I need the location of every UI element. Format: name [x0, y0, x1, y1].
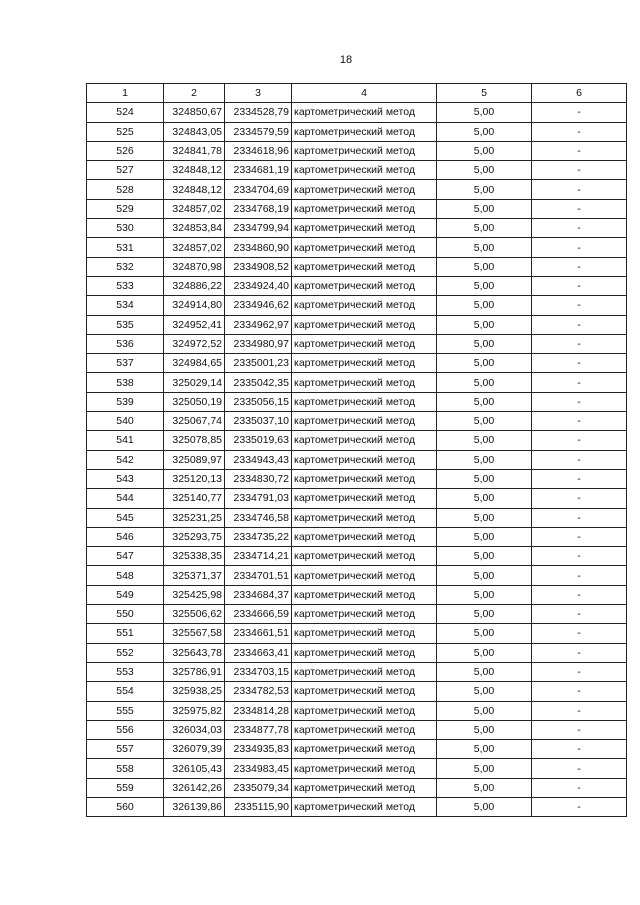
point-number-cell: 532 [87, 257, 164, 276]
method-cell: картометрический метод [292, 141, 437, 160]
accuracy-cell: 5,00 [437, 605, 532, 624]
accuracy-cell: 5,00 [437, 180, 532, 199]
note-cell: - [532, 296, 627, 315]
table-row [87, 199, 627, 218]
x-coordinate-cell: 324848,12 [164, 180, 225, 199]
table-row [87, 778, 627, 797]
table-row [87, 450, 627, 469]
y-coordinate-cell: 2334924,40 [225, 276, 292, 295]
method-cell: картометрический метод [292, 624, 437, 643]
note-cell: - [532, 797, 627, 816]
method-cell: картометрический метод [292, 412, 437, 431]
note-cell: - [532, 624, 627, 643]
accuracy-cell: 5,00 [437, 797, 532, 816]
x-coordinate-cell: 325786,91 [164, 662, 225, 681]
point-number-cell: 553 [87, 662, 164, 681]
point-number-cell: 559 [87, 778, 164, 797]
table-row [87, 797, 627, 816]
method-cell: картометрический метод [292, 585, 437, 604]
note-cell: - [532, 759, 627, 778]
y-coordinate-cell: 2334661,51 [225, 624, 292, 643]
table-row [87, 122, 627, 141]
table-row [87, 334, 627, 353]
method-cell: картометрический метод [292, 238, 437, 257]
note-cell: - [532, 740, 627, 759]
accuracy-cell: 5,00 [437, 103, 532, 122]
note-cell: - [532, 238, 627, 257]
point-number-cell: 536 [87, 334, 164, 353]
y-coordinate-cell: 2334618,96 [225, 141, 292, 160]
x-coordinate-cell: 324952,41 [164, 315, 225, 334]
note-cell: - [532, 276, 627, 295]
method-cell: картометрический метод [292, 720, 437, 739]
table-row [87, 508, 627, 527]
point-number-cell: 537 [87, 354, 164, 373]
point-number-cell: 550 [87, 605, 164, 624]
accuracy-cell: 5,00 [437, 122, 532, 141]
method-cell: картометрический метод [292, 489, 437, 508]
column-header: 5 [437, 84, 532, 103]
column-header: 3 [225, 84, 292, 103]
method-cell: картометрический метод [292, 257, 437, 276]
page-number: 18 [339, 54, 353, 66]
note-cell: - [532, 141, 627, 160]
table-row [87, 662, 627, 681]
note-cell: - [532, 103, 627, 122]
point-number-cell: 539 [87, 392, 164, 411]
accuracy-cell: 5,00 [437, 585, 532, 604]
point-number-cell: 534 [87, 296, 164, 315]
x-coordinate-cell: 324843,05 [164, 122, 225, 141]
x-coordinate-cell: 325975,82 [164, 701, 225, 720]
point-number-cell: 542 [87, 450, 164, 469]
point-number-cell: 548 [87, 566, 164, 585]
method-cell: картометрический метод [292, 315, 437, 334]
accuracy-cell: 5,00 [437, 219, 532, 238]
column-header: 2 [164, 84, 225, 103]
x-coordinate-cell: 325567,58 [164, 624, 225, 643]
method-cell: картометрический метод [292, 373, 437, 392]
table-row [87, 161, 627, 180]
note-cell: - [532, 450, 627, 469]
note-cell: - [532, 489, 627, 508]
x-coordinate-cell: 324886,22 [164, 276, 225, 295]
note-cell: - [532, 605, 627, 624]
x-coordinate-cell: 324841,78 [164, 141, 225, 160]
y-coordinate-cell: 2335037,10 [225, 412, 292, 431]
x-coordinate-cell: 325140,77 [164, 489, 225, 508]
accuracy-cell: 5,00 [437, 412, 532, 431]
accuracy-cell: 5,00 [437, 740, 532, 759]
y-coordinate-cell: 2334814,28 [225, 701, 292, 720]
note-cell: - [532, 720, 627, 739]
note-cell: - [532, 585, 627, 604]
point-number-cell: 530 [87, 219, 164, 238]
y-coordinate-cell: 2334684,37 [225, 585, 292, 604]
table-header-row [87, 84, 627, 103]
method-cell: картометрический метод [292, 161, 437, 180]
method-cell: картометрический метод [292, 334, 437, 353]
method-cell: картометрический метод [292, 662, 437, 681]
table-row [87, 701, 627, 720]
x-coordinate-cell: 324857,02 [164, 199, 225, 218]
x-coordinate-cell: 325029,14 [164, 373, 225, 392]
table-row [87, 296, 627, 315]
table-row [87, 257, 627, 276]
accuracy-cell: 5,00 [437, 431, 532, 450]
note-cell: - [532, 161, 627, 180]
accuracy-cell: 5,00 [437, 315, 532, 334]
table-row [87, 720, 627, 739]
x-coordinate-cell: 325371,37 [164, 566, 225, 585]
method-cell: картометрический метод [292, 219, 437, 238]
point-number-cell: 552 [87, 643, 164, 662]
accuracy-cell: 5,00 [437, 701, 532, 720]
y-coordinate-cell: 2334528,79 [225, 103, 292, 122]
y-coordinate-cell: 2334980,97 [225, 334, 292, 353]
accuracy-cell: 5,00 [437, 354, 532, 373]
table-row [87, 566, 627, 585]
note-cell: - [532, 392, 627, 411]
note-cell: - [532, 643, 627, 662]
table-row [87, 527, 627, 546]
method-cell: картометрический метод [292, 605, 437, 624]
x-coordinate-cell: 325506,62 [164, 605, 225, 624]
table-row [87, 605, 627, 624]
method-cell: картометрический метод [292, 199, 437, 218]
method-cell: картометрический метод [292, 122, 437, 141]
note-cell: - [532, 257, 627, 276]
x-coordinate-cell: 325425,98 [164, 585, 225, 604]
y-coordinate-cell: 2334701,51 [225, 566, 292, 585]
method-cell: картометрический метод [292, 797, 437, 816]
y-coordinate-cell: 2334830,72 [225, 469, 292, 488]
point-number-cell: 525 [87, 122, 164, 141]
point-number-cell: 555 [87, 701, 164, 720]
accuracy-cell: 5,00 [437, 257, 532, 276]
y-coordinate-cell: 2334579,59 [225, 122, 292, 141]
x-coordinate-cell: 324857,02 [164, 238, 225, 257]
method-cell: картометрический метод [292, 643, 437, 662]
table-row [87, 354, 627, 373]
y-coordinate-cell: 2334681,19 [225, 161, 292, 180]
y-coordinate-cell: 2334943,43 [225, 450, 292, 469]
accuracy-cell: 5,00 [437, 373, 532, 392]
x-coordinate-cell: 325067,74 [164, 412, 225, 431]
method-cell: картометрический метод [292, 508, 437, 527]
x-coordinate-cell: 326139,86 [164, 797, 225, 816]
note-cell: - [532, 180, 627, 199]
method-cell: картометрический метод [292, 103, 437, 122]
y-coordinate-cell: 2334663,41 [225, 643, 292, 662]
x-coordinate-cell: 324848,12 [164, 161, 225, 180]
y-coordinate-cell: 2335115,90 [225, 797, 292, 816]
point-number-cell: 524 [87, 103, 164, 122]
y-coordinate-cell: 2334746,58 [225, 508, 292, 527]
point-number-cell: 529 [87, 199, 164, 218]
table-row [87, 431, 627, 450]
x-coordinate-cell: 326079,39 [164, 740, 225, 759]
table-row [87, 469, 627, 488]
note-cell: - [532, 566, 627, 585]
x-coordinate-cell: 325120,13 [164, 469, 225, 488]
y-coordinate-cell: 2334666,59 [225, 605, 292, 624]
accuracy-cell: 5,00 [437, 508, 532, 527]
point-number-cell: 554 [87, 682, 164, 701]
method-cell: картометрический метод [292, 701, 437, 720]
point-number-cell: 546 [87, 527, 164, 546]
accuracy-cell: 5,00 [437, 682, 532, 701]
method-cell: картометрический метод [292, 759, 437, 778]
point-number-cell: 547 [87, 547, 164, 566]
accuracy-cell: 5,00 [437, 624, 532, 643]
y-coordinate-cell: 2334782,53 [225, 682, 292, 701]
table-row [87, 238, 627, 257]
table-row [87, 392, 627, 411]
note-cell: - [532, 469, 627, 488]
method-cell: картометрический метод [292, 431, 437, 450]
point-number-cell: 540 [87, 412, 164, 431]
method-cell: картометрический метод [292, 740, 437, 759]
note-cell: - [532, 315, 627, 334]
accuracy-cell: 5,00 [437, 276, 532, 295]
note-cell: - [532, 662, 627, 681]
y-coordinate-cell: 2334877,78 [225, 720, 292, 739]
table-body [87, 103, 627, 817]
y-coordinate-cell: 2334704,69 [225, 180, 292, 199]
accuracy-cell: 5,00 [437, 566, 532, 585]
method-cell: картометрический метод [292, 354, 437, 373]
method-cell: картометрический метод [292, 778, 437, 797]
x-coordinate-cell: 324984,65 [164, 354, 225, 373]
x-coordinate-cell: 326142,26 [164, 778, 225, 797]
y-coordinate-cell: 2334935,83 [225, 740, 292, 759]
y-coordinate-cell: 2334735,22 [225, 527, 292, 546]
x-coordinate-cell: 325643,78 [164, 643, 225, 662]
point-number-cell: 528 [87, 180, 164, 199]
accuracy-cell: 5,00 [437, 199, 532, 218]
note-cell: - [532, 122, 627, 141]
table-row [87, 103, 627, 122]
note-cell: - [532, 412, 627, 431]
x-coordinate-cell: 325231,25 [164, 508, 225, 527]
x-coordinate-cell: 324870,98 [164, 257, 225, 276]
point-number-cell: 549 [87, 585, 164, 604]
method-cell: картометрический метод [292, 450, 437, 469]
column-header: 6 [532, 84, 627, 103]
x-coordinate-cell: 325338,35 [164, 547, 225, 566]
accuracy-cell: 5,00 [437, 334, 532, 353]
note-cell: - [532, 354, 627, 373]
x-coordinate-cell: 325293,75 [164, 527, 225, 546]
table-row [87, 141, 627, 160]
x-coordinate-cell: 324853,84 [164, 219, 225, 238]
y-coordinate-cell: 2334962,97 [225, 315, 292, 334]
method-cell: картометрический метод [292, 547, 437, 566]
method-cell: картометрический метод [292, 276, 437, 295]
column-header: 1 [87, 84, 164, 103]
point-number-cell: 544 [87, 489, 164, 508]
note-cell: - [532, 701, 627, 720]
accuracy-cell: 5,00 [437, 296, 532, 315]
x-coordinate-cell: 326105,43 [164, 759, 225, 778]
note-cell: - [532, 431, 627, 450]
note-cell: - [532, 199, 627, 218]
point-number-cell: 545 [87, 508, 164, 527]
accuracy-cell: 5,00 [437, 450, 532, 469]
note-cell: - [532, 778, 627, 797]
x-coordinate-cell: 326034,03 [164, 720, 225, 739]
table-row [87, 547, 627, 566]
note-cell: - [532, 682, 627, 701]
accuracy-cell: 5,00 [437, 759, 532, 778]
y-coordinate-cell: 2335001,23 [225, 354, 292, 373]
y-coordinate-cell: 2334714,21 [225, 547, 292, 566]
point-number-cell: 531 [87, 238, 164, 257]
method-cell: картометрический метод [292, 296, 437, 315]
point-number-cell: 541 [87, 431, 164, 450]
y-coordinate-cell: 2334799,94 [225, 219, 292, 238]
y-coordinate-cell: 2334791,03 [225, 489, 292, 508]
y-coordinate-cell: 2335042,35 [225, 373, 292, 392]
x-coordinate-cell: 325078,85 [164, 431, 225, 450]
table-row [87, 740, 627, 759]
accuracy-cell: 5,00 [437, 392, 532, 411]
table-row [87, 643, 627, 662]
method-cell: картометрический метод [292, 566, 437, 585]
note-cell: - [532, 508, 627, 527]
method-cell: картометрический метод [292, 180, 437, 199]
table-row [87, 180, 627, 199]
accuracy-cell: 5,00 [437, 662, 532, 681]
table-row [87, 585, 627, 604]
accuracy-cell: 5,00 [437, 720, 532, 739]
method-cell: картометрический метод [292, 469, 437, 488]
y-coordinate-cell: 2334983,45 [225, 759, 292, 778]
point-number-cell: 560 [87, 797, 164, 816]
point-number-cell: 526 [87, 141, 164, 160]
accuracy-cell: 5,00 [437, 489, 532, 508]
table-row [87, 412, 627, 431]
y-coordinate-cell: 2334768,19 [225, 199, 292, 218]
table-row [87, 315, 627, 334]
note-cell: - [532, 547, 627, 566]
method-cell: картометрический метод [292, 682, 437, 701]
point-number-cell: 533 [87, 276, 164, 295]
table-row [87, 373, 627, 392]
table-row [87, 489, 627, 508]
y-coordinate-cell: 2334946,62 [225, 296, 292, 315]
accuracy-cell: 5,00 [437, 238, 532, 257]
point-number-cell: 558 [87, 759, 164, 778]
column-header: 4 [292, 84, 437, 103]
point-number-cell: 551 [87, 624, 164, 643]
accuracy-cell: 5,00 [437, 643, 532, 662]
x-coordinate-cell: 325050,19 [164, 392, 225, 411]
point-number-cell: 556 [87, 720, 164, 739]
point-number-cell: 527 [87, 161, 164, 180]
note-cell: - [532, 527, 627, 546]
x-coordinate-cell: 324972,52 [164, 334, 225, 353]
table-row [87, 759, 627, 778]
point-number-cell: 538 [87, 373, 164, 392]
accuracy-cell: 5,00 [437, 778, 532, 797]
y-coordinate-cell: 2335079,34 [225, 778, 292, 797]
accuracy-cell: 5,00 [437, 141, 532, 160]
table-row [87, 682, 627, 701]
accuracy-cell: 5,00 [437, 469, 532, 488]
x-coordinate-cell: 324914,80 [164, 296, 225, 315]
y-coordinate-cell: 2334908,52 [225, 257, 292, 276]
table-row [87, 219, 627, 238]
coordinates-table [86, 83, 627, 817]
note-cell: - [532, 219, 627, 238]
x-coordinate-cell: 325938,25 [164, 682, 225, 701]
note-cell: - [532, 334, 627, 353]
method-cell: картометрический метод [292, 392, 437, 411]
y-coordinate-cell: 2334703,15 [225, 662, 292, 681]
y-coordinate-cell: 2335056,15 [225, 392, 292, 411]
point-number-cell: 557 [87, 740, 164, 759]
y-coordinate-cell: 2334860,90 [225, 238, 292, 257]
x-coordinate-cell: 325089,97 [164, 450, 225, 469]
point-number-cell: 543 [87, 469, 164, 488]
accuracy-cell: 5,00 [437, 527, 532, 546]
point-number-cell: 535 [87, 315, 164, 334]
x-coordinate-cell: 324850,67 [164, 103, 225, 122]
note-cell: - [532, 373, 627, 392]
y-coordinate-cell: 2335019,63 [225, 431, 292, 450]
table-row [87, 276, 627, 295]
method-cell: картометрический метод [292, 527, 437, 546]
accuracy-cell: 5,00 [437, 547, 532, 566]
table-row [87, 624, 627, 643]
accuracy-cell: 5,00 [437, 161, 532, 180]
